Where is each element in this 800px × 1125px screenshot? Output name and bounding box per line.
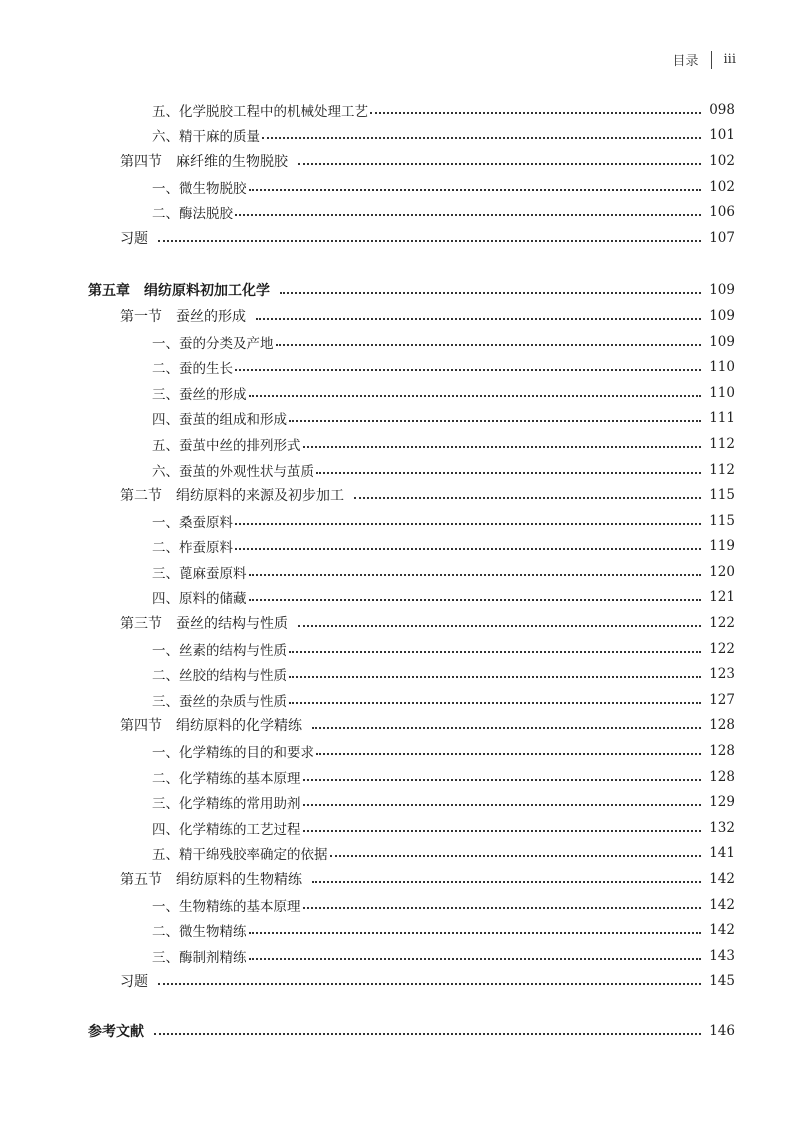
dot-leader bbox=[249, 932, 702, 934]
toc-entry-title: 第一节 蚕丝的形成 bbox=[120, 308, 246, 325]
header-divider bbox=[711, 51, 712, 69]
toc-subsection-row[interactable] bbox=[88, 687, 735, 713]
toc-subsection-row[interactable] bbox=[88, 559, 735, 585]
toc-entry-title: 三、蚕丝的杂质与性质 bbox=[152, 693, 287, 710]
dot-leader bbox=[262, 137, 701, 139]
toc-entry-page: 101 bbox=[709, 127, 735, 144]
toc-subsection-row[interactable] bbox=[88, 534, 735, 560]
toc-entry-page: 146 bbox=[709, 1022, 735, 1039]
toc-entry-title: 二、蚕的生长 bbox=[152, 361, 233, 378]
toc-subsection-row[interactable] bbox=[88, 738, 735, 764]
toc-entry-page: 142 bbox=[709, 871, 735, 888]
toc-section-row[interactable] bbox=[88, 610, 735, 636]
dot-leader bbox=[303, 779, 702, 781]
toc-entry-page: 115 bbox=[709, 512, 735, 529]
toc-entry-page: 109 bbox=[709, 333, 735, 350]
toc-entry-page: 132 bbox=[709, 819, 735, 836]
toc-entry-title: 一、蚕的分类及产地 bbox=[152, 335, 274, 352]
dot-leader bbox=[249, 189, 702, 191]
toc-entry-page: 098 bbox=[709, 101, 735, 118]
dot-leader bbox=[289, 651, 701, 653]
toc-subsection-row[interactable] bbox=[88, 841, 735, 867]
toc-spacer bbox=[88, 994, 735, 1018]
table-of-contents bbox=[88, 97, 735, 1044]
toc-entry-page: 127 bbox=[709, 691, 735, 708]
toc-entry-page: 122 bbox=[709, 640, 735, 657]
toc-subsection-row[interactable] bbox=[88, 431, 735, 457]
toc-entry-title: 五、蚕茧中丝的排列形式 bbox=[152, 437, 301, 454]
toc-subsection-row[interactable] bbox=[88, 354, 735, 380]
toc-entry-page: 142 bbox=[709, 896, 735, 913]
dot-leader bbox=[330, 855, 702, 857]
toc-subsection-row[interactable] bbox=[88, 636, 735, 662]
toc-entry-title: 第四节 绢纺原料的化学精练 bbox=[120, 718, 302, 735]
toc-subsection-row[interactable] bbox=[88, 380, 735, 406]
toc-entry-page: 128 bbox=[709, 768, 735, 785]
toc-section-row[interactable] bbox=[88, 148, 735, 174]
toc-entry-title: 一、丝素的结构与性质 bbox=[152, 642, 287, 659]
toc-entry-page: 102 bbox=[709, 152, 735, 169]
toc-entry-title: 习题 bbox=[120, 974, 148, 991]
toc-entry-page: 129 bbox=[709, 794, 735, 811]
toc-entry-page: 115 bbox=[709, 487, 735, 504]
dot-leader bbox=[312, 881, 701, 883]
toc-entry-page: 102 bbox=[709, 178, 735, 195]
toc-entry-page: 123 bbox=[709, 666, 735, 683]
toc-entry-page: 106 bbox=[709, 204, 735, 221]
toc-entry-title: 五、化学脱胶工程中的机械处理工艺 bbox=[152, 103, 368, 120]
toc-entry-title: 一、化学精练的目的和要求 bbox=[152, 745, 314, 762]
toc-entry-title: 二、酶法脱胶 bbox=[152, 206, 233, 223]
dot-leader bbox=[370, 112, 701, 114]
toc-entry-title: 三、蓖麻蚕原料 bbox=[152, 565, 247, 582]
dot-leader bbox=[249, 599, 702, 601]
toc-section-row[interactable] bbox=[88, 713, 735, 739]
toc-entry-title: 二、化学精练的基本原理 bbox=[152, 770, 301, 787]
header-page-number: iii bbox=[723, 52, 736, 67]
dot-leader bbox=[289, 676, 701, 678]
toc-entry-page: 107 bbox=[709, 229, 735, 246]
toc-section-row[interactable] bbox=[88, 482, 735, 508]
dot-leader bbox=[235, 214, 701, 216]
toc-subsection-row[interactable] bbox=[88, 97, 735, 123]
toc-entry-page: 145 bbox=[709, 973, 735, 990]
dot-leader bbox=[298, 163, 701, 165]
toc-entry-page: 142 bbox=[709, 922, 735, 939]
toc-entry-page: 111 bbox=[709, 410, 735, 427]
dot-leader bbox=[280, 292, 701, 294]
toc-subsection-row[interactable] bbox=[88, 892, 735, 918]
dot-leader bbox=[289, 702, 701, 704]
dot-leader bbox=[249, 395, 702, 397]
dot-leader bbox=[289, 420, 701, 422]
dot-leader bbox=[235, 523, 701, 525]
toc-subsection-row[interactable] bbox=[88, 199, 735, 225]
toc-entry-page: 112 bbox=[709, 435, 735, 452]
toc-entry-title: 五、精干绵残胶率确定的依据 bbox=[152, 847, 328, 864]
toc-entry-title: 第四节 麻纤维的生物脱胶 bbox=[120, 153, 288, 170]
dot-leader bbox=[158, 240, 701, 242]
toc-entry-title: 三、酶制剂精练 bbox=[152, 949, 247, 966]
toc-section-row[interactable] bbox=[88, 866, 735, 892]
dot-leader bbox=[249, 574, 702, 576]
toc-entry-title: 六、蚕茧的外观性状与茧质 bbox=[152, 463, 314, 480]
dot-leader bbox=[312, 727, 701, 729]
toc-section-row[interactable] bbox=[88, 969, 735, 995]
toc-subsection-row[interactable] bbox=[88, 123, 735, 149]
toc-entry-title: 四、化学精练的工艺过程 bbox=[152, 821, 301, 838]
dot-leader bbox=[354, 497, 701, 499]
toc-entry-page: 141 bbox=[709, 845, 735, 862]
toc-entry-page: 109 bbox=[709, 307, 735, 324]
toc-entry-page: 128 bbox=[709, 717, 735, 734]
dot-leader bbox=[303, 446, 702, 448]
toc-entry-title: 第五节 绢纺原料的生物精练 bbox=[120, 872, 302, 889]
toc-entry-title: 参考文献 bbox=[88, 1023, 144, 1040]
toc-entry-title: 第五章 绢纺原料初加工化学 bbox=[88, 283, 270, 300]
toc-chapter-row[interactable] bbox=[88, 1018, 735, 1044]
toc-subsection-row[interactable] bbox=[88, 943, 735, 969]
dot-leader bbox=[235, 369, 701, 371]
dot-leader bbox=[249, 958, 702, 960]
toc-subsection-row[interactable] bbox=[88, 661, 735, 687]
dot-leader bbox=[303, 830, 702, 832]
dot-leader bbox=[316, 472, 701, 474]
toc-subsection-row[interactable] bbox=[88, 457, 735, 483]
toc-section-row[interactable] bbox=[88, 225, 735, 251]
toc-entry-title: 四、蚕茧的组成和形成 bbox=[152, 412, 287, 429]
toc-entry-title: 三、蚕丝的形成 bbox=[152, 386, 247, 403]
toc-entry-title: 二、柞蚕原料 bbox=[152, 540, 233, 557]
dot-leader bbox=[256, 318, 701, 320]
toc-subsection-row[interactable] bbox=[88, 815, 735, 841]
toc-subsection-row[interactable] bbox=[88, 508, 735, 534]
dot-leader bbox=[298, 625, 701, 627]
toc-chapter-row[interactable] bbox=[88, 278, 735, 304]
toc-subsection-row[interactable] bbox=[88, 329, 735, 355]
dot-leader bbox=[154, 1033, 701, 1035]
dot-leader bbox=[316, 753, 701, 755]
toc-entry-page: 121 bbox=[709, 589, 735, 606]
toc-subsection-row[interactable] bbox=[88, 174, 735, 200]
toc-section-row[interactable] bbox=[88, 303, 735, 329]
toc-entry-page: 112 bbox=[709, 461, 735, 478]
dot-leader bbox=[303, 907, 702, 909]
toc-entry-page: 122 bbox=[709, 615, 735, 632]
toc-entry-page: 119 bbox=[709, 538, 735, 555]
toc-entry-page: 120 bbox=[709, 563, 735, 580]
toc-entry-page: 110 bbox=[709, 359, 735, 376]
toc-entry-page: 109 bbox=[709, 282, 735, 299]
toc-entry-page: 128 bbox=[709, 743, 735, 760]
dot-leader bbox=[303, 804, 702, 806]
toc-entry-title: 一、生物精练的基本原理 bbox=[152, 898, 301, 915]
toc-subsection-row[interactable] bbox=[88, 406, 735, 432]
toc-entry-title: 六、精干麻的质量 bbox=[152, 129, 260, 146]
toc-entry-title: 二、丝胶的结构与性质 bbox=[152, 668, 287, 685]
toc-entry-title: 三、化学精练的常用助剂 bbox=[152, 796, 301, 813]
toc-subsection-row[interactable] bbox=[88, 764, 735, 790]
toc-subsection-row[interactable] bbox=[88, 917, 735, 943]
header-section-title: 目录 bbox=[672, 54, 699, 69]
running-header bbox=[673, 50, 737, 69]
toc-subsection-row[interactable] bbox=[88, 789, 735, 815]
toc-entry-title: 第二节 绢纺原料的来源及初步加工 bbox=[120, 488, 344, 505]
toc-entry-page: 143 bbox=[709, 947, 735, 964]
toc-entry-title: 习题 bbox=[120, 230, 148, 247]
toc-entry-title: 第三节 蚕丝的结构与性质 bbox=[120, 616, 288, 633]
toc-subsection-row[interactable] bbox=[88, 585, 735, 611]
toc-entry-title: 一、微生物脱胶 bbox=[152, 180, 247, 197]
toc-entry-page: 110 bbox=[709, 384, 735, 401]
toc-entry-title: 一、桑蚕原料 bbox=[152, 514, 233, 531]
dot-leader bbox=[158, 983, 701, 985]
toc-entry-title: 二、微生物精练 bbox=[152, 924, 247, 941]
toc-spacer bbox=[88, 251, 735, 278]
dot-leader bbox=[235, 548, 701, 550]
dot-leader bbox=[276, 344, 702, 346]
toc-entry-title: 四、原料的储藏 bbox=[152, 591, 247, 608]
